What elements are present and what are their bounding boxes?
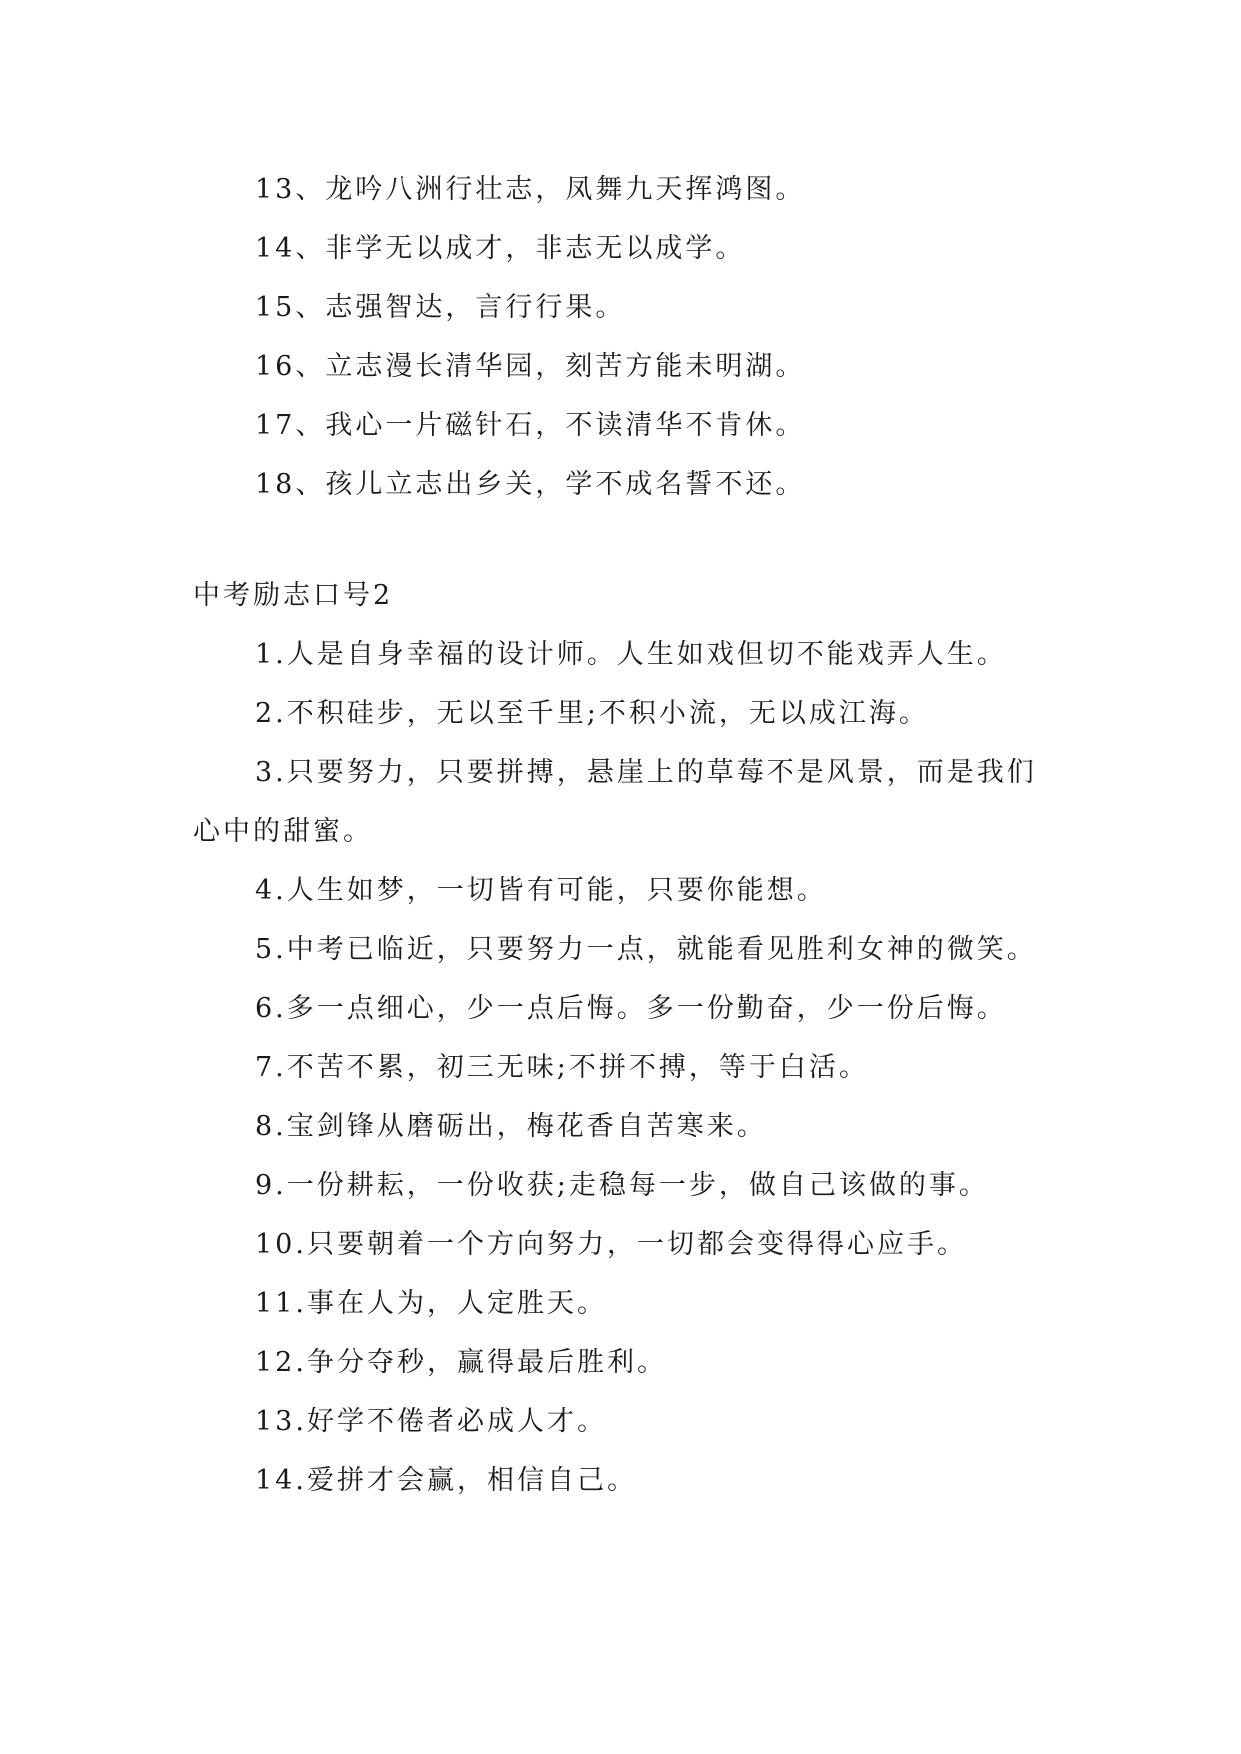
list-item: 18、孩儿立志出乡关，学不成名誓不还。 <box>255 469 806 500</box>
section-spacer <box>193 514 1063 566</box>
list-item: 13.好学不倦者必成人才。 <box>255 1406 607 1437</box>
list-item: 4.人生如梦，一切皆有可能，只要你能想。 <box>255 875 827 906</box>
list-item: 14、非学无以成才，非志无以成学。 <box>255 233 746 264</box>
list-item: 3.只要努力，只要拼搏，悬崖上的草莓不是风景，而是我们心中的甜蜜。 <box>193 757 1037 847</box>
list-item: 1.人是自身幸福的设计师。人生如戏但切不能戏弄人生。 <box>255 639 1007 670</box>
list-item: 17、我心一片磁针石，不读清华不肯休。 <box>255 410 806 441</box>
list-item: 5.中考已临近，只要努力一点，就能看见胜利女神的微笑。 <box>255 934 1037 965</box>
list-item: 13、龙吟八洲行壮志，凤舞九天挥鸿图。 <box>255 174 806 205</box>
list-item: 10.只要朝着一个方向努力，一切都会变得得心应手。 <box>255 1229 967 1260</box>
list-item: 8.宝剑锋从磨砺出，梅花香自苦寒来。 <box>255 1111 767 1142</box>
list-item: 6.多一点细心，少一点后悔。多一份勤奋，少一份后悔。 <box>255 993 1007 1024</box>
list-item: 15、志强智达，言行行果。 <box>255 292 626 323</box>
list-item: 14.爱拼才会赢，相信自己。 <box>255 1465 637 1496</box>
list-item: 12.争分夺秒，赢得最后胜利。 <box>255 1347 667 1378</box>
list-item: 2.不积硅步，无以至千里;不积小流，无以成江海。 <box>255 698 929 729</box>
document-content <box>193 160 1063 1510</box>
list-item: 11.事在人为，人定胜天。 <box>255 1288 607 1319</box>
list-item: 9.一份耕耘，一份收获;走稳每一步，做自己该做的事。 <box>255 1170 989 1201</box>
list-item: 7.不苦不累，初三无味;不拼不搏，等于白活。 <box>255 1052 869 1083</box>
section-heading: 中考励志口号2 <box>193 580 394 611</box>
list-item: 16、立志漫长清华园，刻苦方能未明湖。 <box>255 351 806 382</box>
